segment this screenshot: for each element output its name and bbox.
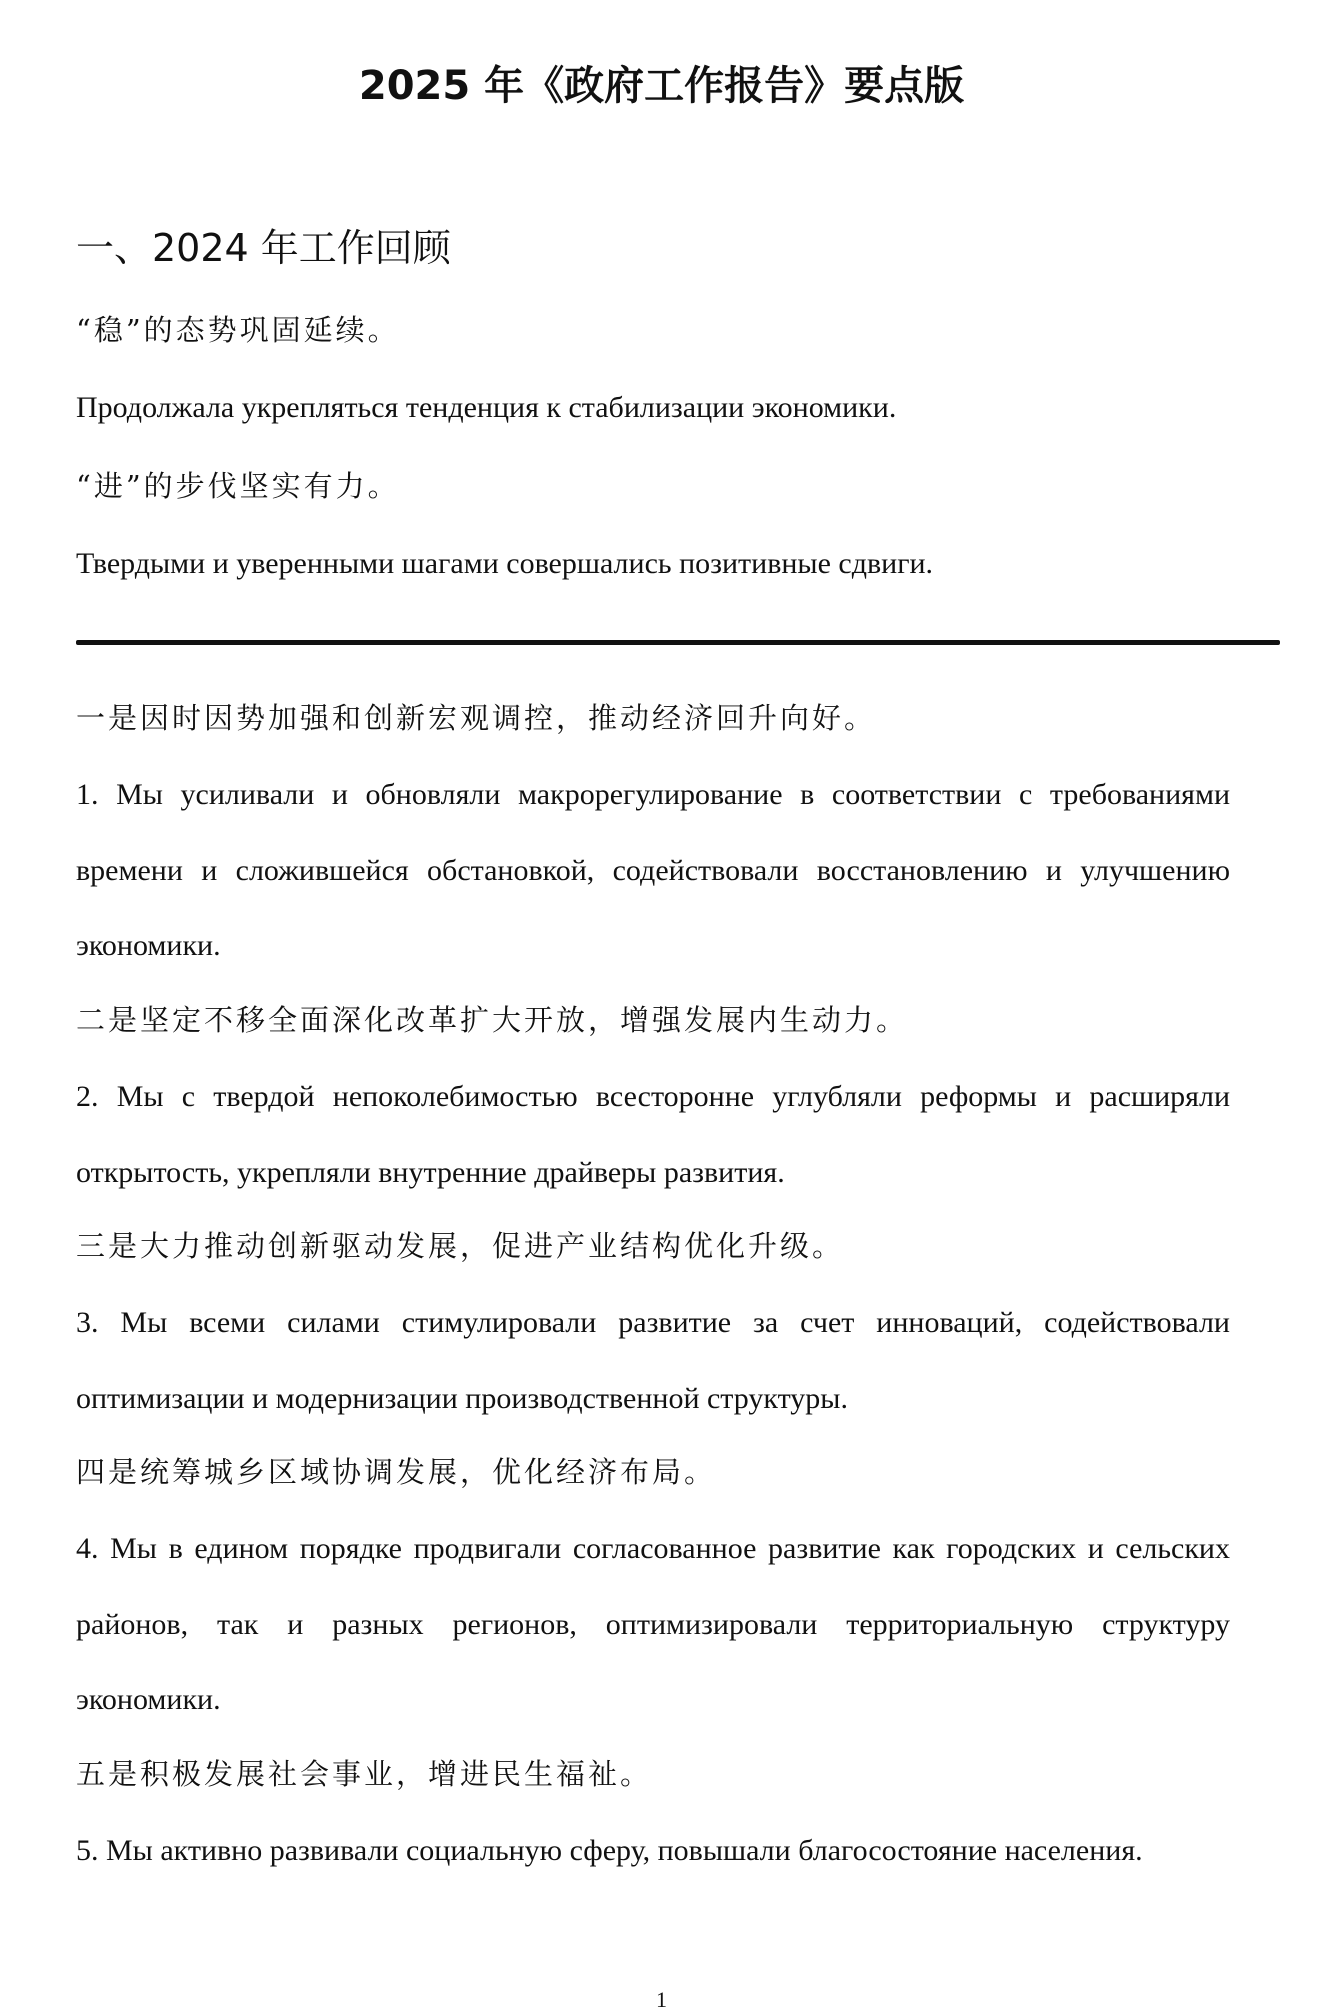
- section-heading: 一、2024 年工作回顾: [76, 226, 451, 270]
- page-number: 1: [656, 1987, 667, 2012]
- point-ru-1: 1. Мы усиливали и обновляли макрорегулирование в соответствии с требованиями времени и сложившейся обстановкой, содействовали восстановлению и улучшению экономики.: [76, 778, 1230, 962]
- point-zh-4: 四是统筹城乡区域协调发展，优化经济布局。: [76, 1455, 717, 1489]
- point-ru-2: 2. Мы с твердой непоколебимостью всесторонне углубляли реформы и расширяли открытость, укрепляли внутренние драйверы развития.: [76, 1080, 1230, 1189]
- document-title: 2025 年《政府工作报告》要点版: [358, 63, 965, 109]
- intro-ru-2: Твердыми и уверенными шагами совершались позитивные сдвиги.: [76, 547, 934, 580]
- intro-ru-1: Продолжала укрепляться тенденция к стабилизации экономики.: [76, 391, 897, 424]
- point-ru-5: 5. Мы активно развивали социальную сферу, повышали благосостояние населения.: [76, 1834, 1143, 1867]
- point-zh-2: 二是坚定不移全面深化改革扩大开放，增强发展内生动力。: [76, 1003, 909, 1037]
- point-ru-3: 3. Мы всеми силами стимулировали развитие за счет инноваций, содействовали оптимизации и модернизации производственной структуры.: [76, 1306, 1230, 1415]
- point-ru-4: 4. Мы в едином порядке продвигали согласованное развитие как городских и сельских районов, так и разных регионов, оптимизировали территориальную структуру экономики.: [76, 1532, 1230, 1716]
- intro-zh-2: “进”的步伐坚实有力。: [76, 469, 400, 503]
- section-divider: [76, 640, 1280, 645]
- point-zh-3: 三是大力推动创新驱动发展，促进产业结构优化升级。: [76, 1229, 845, 1263]
- intro-zh-1: “稳”的态势巩固延续。: [76, 313, 400, 347]
- point-zh-5: 五是积极发展社会事业，增进民生福祉。: [76, 1757, 653, 1791]
- point-zh-1: 一是因时因势加强和创新宏观调控，推动经济回升向好。: [76, 701, 877, 735]
